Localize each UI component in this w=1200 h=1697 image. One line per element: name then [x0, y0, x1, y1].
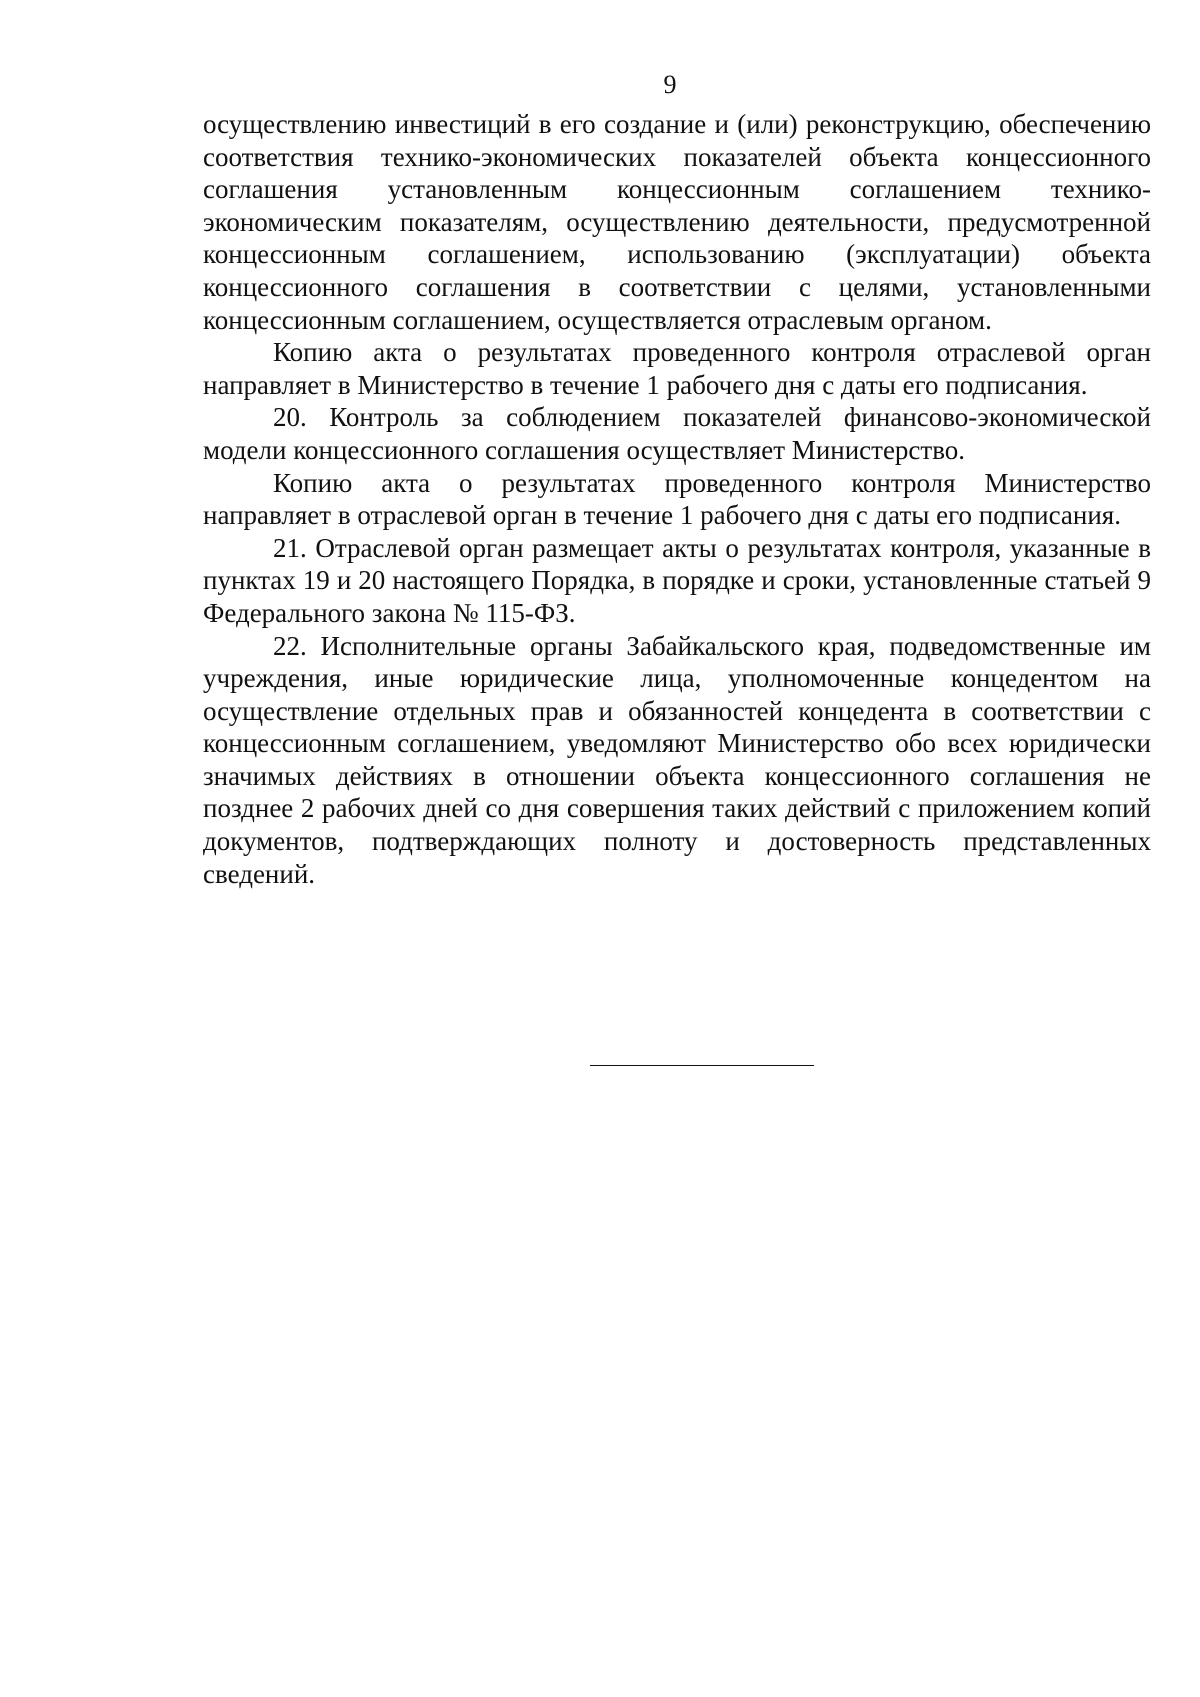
paragraph-item-8-continuation: осуществлению инвестиций в его создание и (или) реконструкцию, обеспечению соответствия технико-экономических показателей объекта концессионного соглашения установленным концессионным соглашением технико-экономическим показателям, осуществлению деятельности, предусмотренной концессионным соглашением, использованию (эксплуатации) объекта концессионного соглашения в соответствии с целями, установленными концессионным соглашением, осуществляется отраслевым органом.	[203, 109, 1151, 335]
paragraph-item-21: 21. Отраслевой орган размещает акты о результатах контроля, указанные в пунктах 19 и 20 настоящего Порядка, в порядке и сроки, установленные статьей 9 Федерального закона № 115-ФЗ.	[203, 532, 1151, 628]
page-number: 9	[663, 70, 677, 99]
paragraph-item-22: 22. Исполнительные органы Забайкальского края, подведомственные им учреждения, иные юридические лица, уполномоченные концедентом на осуществление отдельных прав и обязанностей концедента в соответствии с концессионным соглашением, уведомляют Министерство обо всех юридически значимых действиях в отношении объекта концессионного соглашения не позднее 2 рабочих дней со дня совершения таких действий с приложением копий документов, подтверждающих полноту и достоверность представленных сведений.	[203, 630, 1151, 889]
paragraph-act-copy-ministry: Копию акта о результатах проведенного контроля Министерство направляет в отраслевой орган в течение 1 рабочего дня с даты его подписания.	[203, 467, 1151, 531]
document-body	[203, 108, 1151, 890]
paragraph-act-copy-sectoral: Копию акта о результатах проведенного контроля отраслевой орган направляет в Министерство в течение 1 рабочего дня с даты его подписания.	[203, 337, 1151, 400]
paragraph-item-20: 20. Контроль за соблюдением показателей финансово-экономической модели концессионного соглашения осуществляет Министерство.	[203, 402, 1151, 465]
closing-divider	[590, 1065, 814, 1066]
